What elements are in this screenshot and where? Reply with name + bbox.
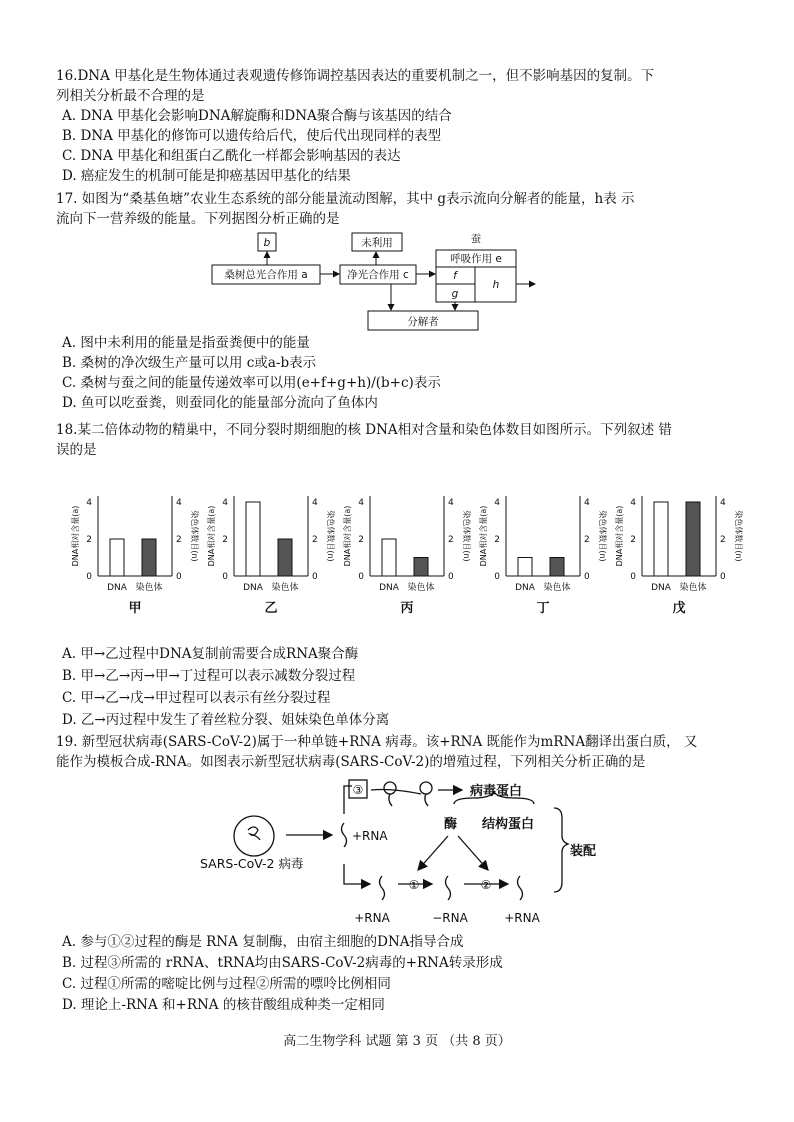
q19-option-d: D. 理论上-RNA 和+RNA 的核苷酸组成种类一定相同 [62,997,385,1013]
q18-option-a: A. 甲→乙过程中DNA复制前需要合成RNA聚合酶 [62,646,359,662]
q17-option-b: B. 桑树的净次级生产量可以用 c或a-b表示 [62,355,317,371]
y-label-left: DNA相对含量(a) [343,505,352,567]
label-h: h [492,279,500,291]
label-decomposer: 分解者 [407,316,439,328]
tick-label-left: 2 [494,535,500,545]
tick-label-left: 0 [630,572,636,582]
x-label-chromosome: 染色体 [543,583,571,593]
y-label-right: 染色体数目(n) [190,510,199,562]
tick-label-right: 4 [584,498,590,508]
x-label-dna: DNA [243,583,263,593]
tick-label-left: 2 [86,535,92,545]
bar-dna [110,539,124,576]
step3-label: ③ [352,783,364,797]
x-label-chromosome: 染色体 [407,583,435,593]
x-label-dna: DNA [515,583,535,593]
chart-stage-label: 乙 [264,601,278,616]
label-b: b [263,237,271,249]
y-label-right: 染色体数目(n) [326,510,335,562]
chart-stage-label: 丙 [400,601,414,616]
label-mulberry: 桑树总光合作用 a [224,269,308,281]
tick-label-right: 0 [176,572,182,582]
tick-label-right: 0 [584,572,590,582]
tick-label-right: 2 [720,535,726,545]
step1-label: ① [408,878,420,892]
label-silkworm: 蚕 [470,233,482,245]
q18-option-b: B. 甲→乙→丙→甲→丁过程可以表示减数分裂过程 [62,668,356,684]
tick-label-left: 2 [222,535,228,545]
y-label-left: DNA相对含量(a) [615,505,624,567]
q18-stem-line1: 18.某二倍体动物的精巢中，不同分裂时期细胞的核 DNA相对含量和染色体数目如图所示。下列叙述 错 [56,422,672,438]
tick-label-right: 0 [720,572,726,582]
assembly-label: 装配 [570,844,597,859]
q18-stem-line2: 误的是 [56,442,97,458]
virus-replication-diagram [196,778,616,928]
tick-label-right: 2 [448,535,454,545]
tick-label-right: 4 [176,498,182,508]
label-respiration: 呼吸作用 e [450,253,502,265]
label-net: 净光合作用 c [347,269,409,281]
tick-label-left: 0 [494,572,500,582]
q16-stem-line1: 16.DNA 甲基化是生物体通过表观遗传修饰调控基因表达的重要机制之一，但不影响基因的复制。下 [56,68,655,84]
label-unused: 未利用 [361,237,393,249]
tick-label-left: 4 [86,498,92,508]
step2-label: ② [480,878,492,892]
q17-option-c: C. 桑树与蚕之间的能量传递效率可以用(e+f+g+h)/(b+c)表示 [62,375,441,391]
tick-label-left: 2 [358,535,364,545]
tick-label-right: 4 [312,498,318,508]
tick-label-left: 4 [358,498,364,508]
y-label-right: 染色体数目(n) [598,510,607,562]
q17-option-d: D. 鱼可以吃蚕粪，则蚕同化的能量部分流向了鱼体内 [62,395,378,411]
y-label-left: DNA相对含量(a) [71,505,80,567]
label-f: f [453,270,457,282]
q16-option-b: B. DNA 甲基化的修饰可以遗传给后代，使后代出现同样的表型 [62,128,442,144]
x-label-dna: DNA [651,583,671,593]
tick-label-right: 2 [584,535,590,545]
q16-option-d: D. 癌症发生的机制可能是抑癌基因甲基化的结果 [62,168,351,184]
tick-label-left: 0 [358,572,364,582]
bar-dna [654,502,668,576]
q16-option-a: A. DNA 甲基化会影响DNA解旋酶和DNA聚合酶与该基因的结合 [62,108,452,124]
x-label-chromosome: 染色体 [271,583,299,593]
tick-label-right: 0 [312,572,318,582]
q17-stem-line1: 17. 如图为“桑基鱼塘”农业生态系统的部分能量流动图解，其中 g表示流向分解者的能量，h表 示 [56,191,635,207]
structural-protein-label: 结构蛋白 [482,817,535,832]
tick-label-right: 4 [720,498,726,508]
bottom-plus-rna-2: +RNA [504,911,540,925]
q17-stem-line2: 流向下一营养级的能量。下列据图分析正确的是 [56,211,340,227]
tick-label-right: 2 [176,535,182,545]
chart-stage-label: 丁 [536,601,550,616]
tick-label-right: 4 [448,498,454,508]
tick-label-left: 0 [86,572,92,582]
page-footer: 高二生物学科 试题 第 3 页 （共 8 页） [283,1034,511,1049]
bottom-plus-rna-1: +RNA [354,911,390,925]
tick-label-left: 4 [494,498,500,508]
q19-option-a: A. 参与①②过程的酶是 RNA 复制酶，由宿主细胞的DNA指导合成 [62,934,464,950]
plus-rna-label: +RNA [352,829,388,843]
virus-particle [234,816,274,856]
tick-label-right: 0 [448,572,454,582]
viral-protein-label: 病毒蛋白 [470,784,523,799]
q16-option-c: C. DNA 甲基化和组蛋白乙酰化一样都会影响基因的表达 [62,148,401,164]
tick-label-left: 2 [630,535,636,545]
chart-stage-label: 甲 [128,601,142,616]
bar-chromosome [142,539,156,576]
tick-label-left: 4 [630,498,636,508]
q18-option-c: C. 甲→乙→戊→甲过程可以表示有丝分裂过程 [62,690,331,706]
q18-option-d: D. 乙→丙过程中发生了着丝粒分裂、姐妹染色单体分离 [62,712,390,728]
y-label-right: 染色体数目(n) [462,510,471,562]
label-g: g [451,288,459,300]
y-label-left: DNA相对含量(a) [207,505,216,567]
enzyme-label: 酶 [444,817,458,832]
bar-dna [382,539,396,576]
x-label-dna: DNA [107,583,127,593]
dna-chromosome-charts [60,478,743,628]
bar-chromosome [686,502,700,576]
bar-chromosome [414,558,428,577]
q17-option-a: A. 图中未利用的能量是指蚕粪便中的能量 [62,335,310,351]
energy-flow-diagram [200,228,560,334]
bar-chromosome [278,539,292,576]
x-label-dna: DNA [379,583,399,593]
q16-stem-line2: 列相关分析最不合理的是 [56,88,205,104]
bar-dna [518,558,532,577]
tick-label-left: 0 [222,572,228,582]
q19-option-c: C. 过程①所需的嘧啶比例与过程②所需的嘌呤比例相同 [62,976,391,992]
virus-name-label: SARS-CoV-2 病毒 [200,856,304,871]
y-label-left: DNA相对含量(a) [479,505,488,567]
tick-label-right: 2 [312,535,318,545]
q19-stem-line2: 能作为模板合成-RNA。如图表示新型冠状病毒(SARS-CoV-2)的增殖过程，下列相关分析正确的是 [56,754,646,770]
tick-label-left: 4 [222,498,228,508]
x-label-chromosome: 染色体 [679,583,707,593]
chart-stage-label: 戊 [672,601,686,616]
y-label-right: 染色体数目(n) [734,510,743,562]
bar-dna [246,502,260,576]
x-label-chromosome: 染色体 [135,583,163,593]
bar-chromosome [550,558,564,577]
q19-stem-line1: 19. 新型冠状病毒(SARS-CoV-2)属于一种单链+RNA 病毒。该+RNA 既能作为mRNA翻译出蛋白质， 又 [56,734,698,750]
bottom-minus-rna: −RNA [432,911,468,925]
q19-option-b: B. 过程③所需的 rRNA、tRNA均由SARS-CoV-2病毒的+RNA转录形成 [62,955,503,971]
